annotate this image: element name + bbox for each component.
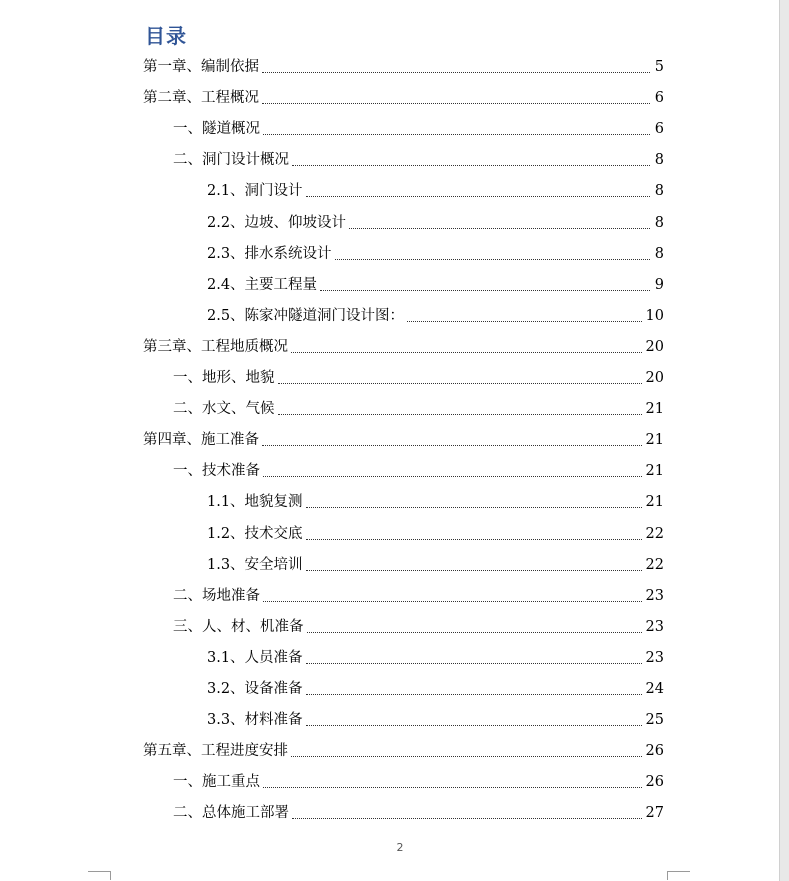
toc-entry-page-number: 8 xyxy=(654,152,664,169)
toc-entry-label: 第一章、编制依据 xyxy=(143,59,259,75)
toc-entry-page-number: 21 xyxy=(645,494,664,511)
toc-entry-page-number: 6 xyxy=(654,90,664,107)
toc-entry[interactable] xyxy=(173,366,664,388)
toc-entry-label: 1.1、地貌复测 xyxy=(207,494,303,511)
toc-entry-label: 1.3、安全培训 xyxy=(207,556,303,573)
toc-entry[interactable] xyxy=(207,211,664,233)
toc-dot-leader xyxy=(307,632,642,633)
toc-entry-label: 第五章、工程进度安排 xyxy=(143,743,288,760)
toc-entry-label: 二、场地准备 xyxy=(173,587,260,604)
toc-entry-page-number: 8 xyxy=(654,183,664,200)
toc-entry[interactable] xyxy=(173,148,664,170)
toc-entry[interactable] xyxy=(207,242,664,264)
toc-dot-leader xyxy=(306,725,642,726)
toc-entry[interactable] xyxy=(173,615,664,637)
toc-entry-page-number: 24 xyxy=(645,681,664,697)
toc-entry-page-number: 10 xyxy=(645,307,664,324)
toc-entry-label: 3.1、人员准备 xyxy=(207,649,303,666)
toc-entry-page-number: 6 xyxy=(654,121,664,138)
toc-dot-leader xyxy=(292,818,642,819)
toc-dot-leader xyxy=(263,601,642,602)
toc-dot-leader xyxy=(335,259,650,260)
toc-entry-label: 一、技术准备 xyxy=(173,463,260,480)
toc-entry[interactable] xyxy=(173,584,664,606)
toc-entry[interactable] xyxy=(143,335,664,357)
toc-entry[interactable] xyxy=(207,708,664,730)
page-number: 2 xyxy=(396,841,404,854)
page-corner-mark-left xyxy=(88,871,111,880)
toc-entry-label: 第二章、工程概况 xyxy=(143,90,259,107)
toc-entry-label: 三、人、材、机准备 xyxy=(173,618,304,635)
toc-entry-label: 一、施工重点 xyxy=(173,774,260,791)
toc-entry-label: 二、水文、气候 xyxy=(173,401,275,418)
toc-entry-label: 3.2、设备准备 xyxy=(207,681,303,697)
toc-dot-leader xyxy=(306,694,642,695)
toc-entry-page-number: 26 xyxy=(645,743,664,760)
toc-entry[interactable] xyxy=(173,801,664,823)
toc-dot-leader xyxy=(349,228,650,229)
toc-dot-leader xyxy=(407,321,641,322)
page-corner-mark-right xyxy=(667,871,690,880)
toc-dot-leader xyxy=(306,663,642,664)
toc-entry-page-number: 25 xyxy=(645,712,664,729)
toc-entry[interactable] xyxy=(207,490,664,512)
toc-entry[interactable] xyxy=(207,179,664,201)
toc-dot-leader xyxy=(306,539,642,540)
toc-entry-page-number: 20 xyxy=(645,370,664,386)
toc-dot-leader xyxy=(291,352,642,353)
toc-entry[interactable] xyxy=(207,304,664,326)
toc-entry-label: 第四章、施工准备 xyxy=(143,432,259,449)
toc-dot-leader xyxy=(262,103,650,104)
toc-entry-page-number: 22 xyxy=(645,525,664,542)
toc-entry[interactable] xyxy=(207,553,664,575)
toc-entry-label: 1.2、技术交底 xyxy=(207,525,303,542)
toc-entry-label: 3.3、材料准备 xyxy=(207,712,303,729)
toc-entry[interactable] xyxy=(173,770,664,792)
toc-entry[interactable] xyxy=(173,397,664,419)
toc-entry-label: 2.2、边坡、仰坡设计 xyxy=(207,214,347,231)
toc-entry-label: 一、隧道概况 xyxy=(173,121,260,138)
toc-entry-label: 二、洞门设计概况 xyxy=(173,152,289,169)
toc-dot-leader xyxy=(278,414,642,415)
toc-entry-page-number: 8 xyxy=(654,245,664,262)
toc-dot-leader xyxy=(263,787,642,788)
toc-entry-page-number: 23 xyxy=(645,618,664,635)
toc-entry[interactable] xyxy=(207,677,664,699)
toc-entry[interactable] xyxy=(143,739,664,761)
toc-entry[interactable] xyxy=(173,117,664,139)
toc-entry-label: 二、总体施工部署 xyxy=(173,805,289,822)
toc-title: 目录 xyxy=(145,24,187,48)
toc-entry[interactable] xyxy=(207,646,664,668)
toc-entry-page-number: 23 xyxy=(645,649,664,666)
toc-dot-leader xyxy=(262,445,642,446)
toc-entry-page-number: 27 xyxy=(645,805,664,822)
toc-dot-leader xyxy=(306,507,642,508)
toc-dot-leader xyxy=(320,290,650,291)
toc-dot-leader xyxy=(263,476,642,477)
toc-entry-page-number: 22 xyxy=(645,556,664,573)
toc-entry-label: 2.3、排水系统设计 xyxy=(207,245,332,262)
toc-entry[interactable] xyxy=(173,459,664,481)
toc-entry-page-number: 26 xyxy=(645,774,664,791)
toc-entry-label: 2.4、主要工程量 xyxy=(207,276,318,293)
toc-entry-page-number: 20 xyxy=(645,338,664,355)
toc-entry-page-number: 21 xyxy=(645,432,664,449)
toc-entry[interactable] xyxy=(143,428,664,450)
toc-dot-leader xyxy=(306,570,642,571)
toc-dot-leader xyxy=(263,134,650,135)
toc-entry-label: 一、地形、地貌 xyxy=(173,370,275,386)
toc-entry-page-number: 23 xyxy=(645,587,664,604)
toc-entry-page-number: 21 xyxy=(645,463,664,480)
toc-dot-leader xyxy=(291,756,642,757)
toc-entry-page-number: 8 xyxy=(654,214,664,231)
toc-entry-page-number: 9 xyxy=(654,276,664,293)
toc-entry-page-number: 5 xyxy=(654,59,664,75)
toc-dot-leader xyxy=(262,72,650,73)
toc-entry-page-number: 21 xyxy=(645,401,664,418)
toc-entry[interactable] xyxy=(207,522,664,544)
toc-entry-label: 第三章、工程地质概况 xyxy=(143,338,288,355)
toc-dot-leader xyxy=(278,383,642,384)
toc-entry[interactable] xyxy=(143,86,664,108)
toc-dot-leader xyxy=(306,196,650,197)
toc-entry-label: 2.5、陈家冲隧道洞门设计图： xyxy=(207,307,405,324)
toc-dot-leader xyxy=(292,165,650,166)
toc-entry-label: 2.1、洞门设计 xyxy=(207,183,303,200)
toc-entry[interactable] xyxy=(207,273,664,295)
toc-entry[interactable] xyxy=(143,55,664,77)
